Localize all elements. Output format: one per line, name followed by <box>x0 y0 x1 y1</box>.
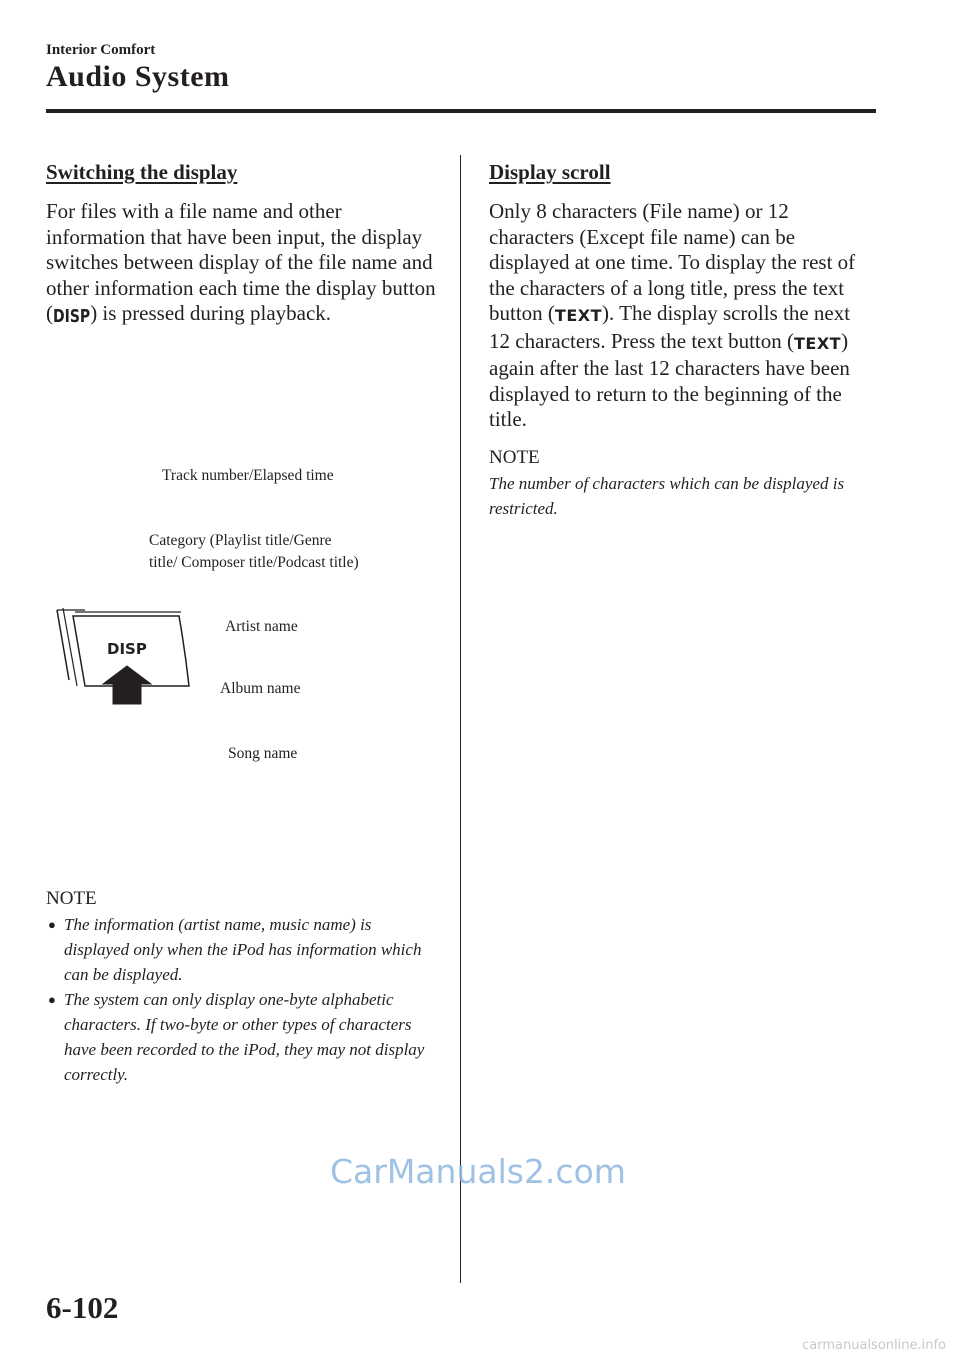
bullet-icon: ● <box>48 992 56 1007</box>
label-category-line2: title/ Composer title/Podcast title) <box>149 554 359 571</box>
page-title: Audio System <box>46 60 230 93</box>
switching-display-heading: Switching the display <box>46 160 238 184</box>
display-scroll-heading: Display scroll <box>489 160 611 184</box>
disp-button-icon: DISP <box>53 306 91 327</box>
note-item: ● The system can only display one-byte alphabetic characters. If two-byte or other types of characters have been recorded to the iPod, they may not display correctly. <box>46 987 438 1087</box>
right-column <box>489 160 869 521</box>
text-button-icon: TEXT <box>554 306 603 325</box>
left-column <box>46 160 438 331</box>
right-note-text: The number of characters which can be displayed is restricted. <box>489 473 845 518</box>
column-divider <box>460 155 461 1283</box>
text-button-icon: TEXT <box>794 333 842 353</box>
label-artist-name: Artist name <box>225 618 298 635</box>
right-note-title: NOTE <box>489 446 540 468</box>
section-label: Interior Comfort <box>46 42 156 58</box>
footer-site-text: carmanualsonline.info <box>802 1338 946 1353</box>
left-note <box>46 888 438 1087</box>
display-scroll-text: Only 8 characters (File name) or 12 characters (Except file name) can be displayed at one time. To display the rest of the characters of a long title, press the text button (TEXT). The display scrolls the next 12 characters. Press the text button (TEXT) again after the last 12 characters have been displayed to return to the beginning of the title. <box>489 199 856 431</box>
note-item: ● The information (artist name, music name) is displayed only when the iPod has information which can be displayed. <box>46 912 438 987</box>
header-rule <box>46 109 876 113</box>
label-song-name: Song name <box>228 745 298 762</box>
left-note-list <box>46 912 438 1087</box>
label-track-elapsed: Track number/Elapsed time <box>162 467 334 484</box>
label-category-line1: Category (Playlist title/Genre <box>149 532 332 549</box>
switching-display-text: For files with a file name and other information that have been input, the display switches between display of the file name and other information each time the display button (DISP) is pressed during playback. <box>46 199 438 331</box>
watermark-text: CarManuals2.com <box>330 1152 626 1191</box>
bullet-icon: ● <box>48 917 56 932</box>
diagram-disp-label: DISP <box>107 640 147 658</box>
label-album-name: Album name <box>220 680 301 697</box>
disp-button-illustration <box>55 600 205 715</box>
page-number: 6-102 <box>46 1290 119 1325</box>
left-note-title: NOTE <box>46 888 97 909</box>
